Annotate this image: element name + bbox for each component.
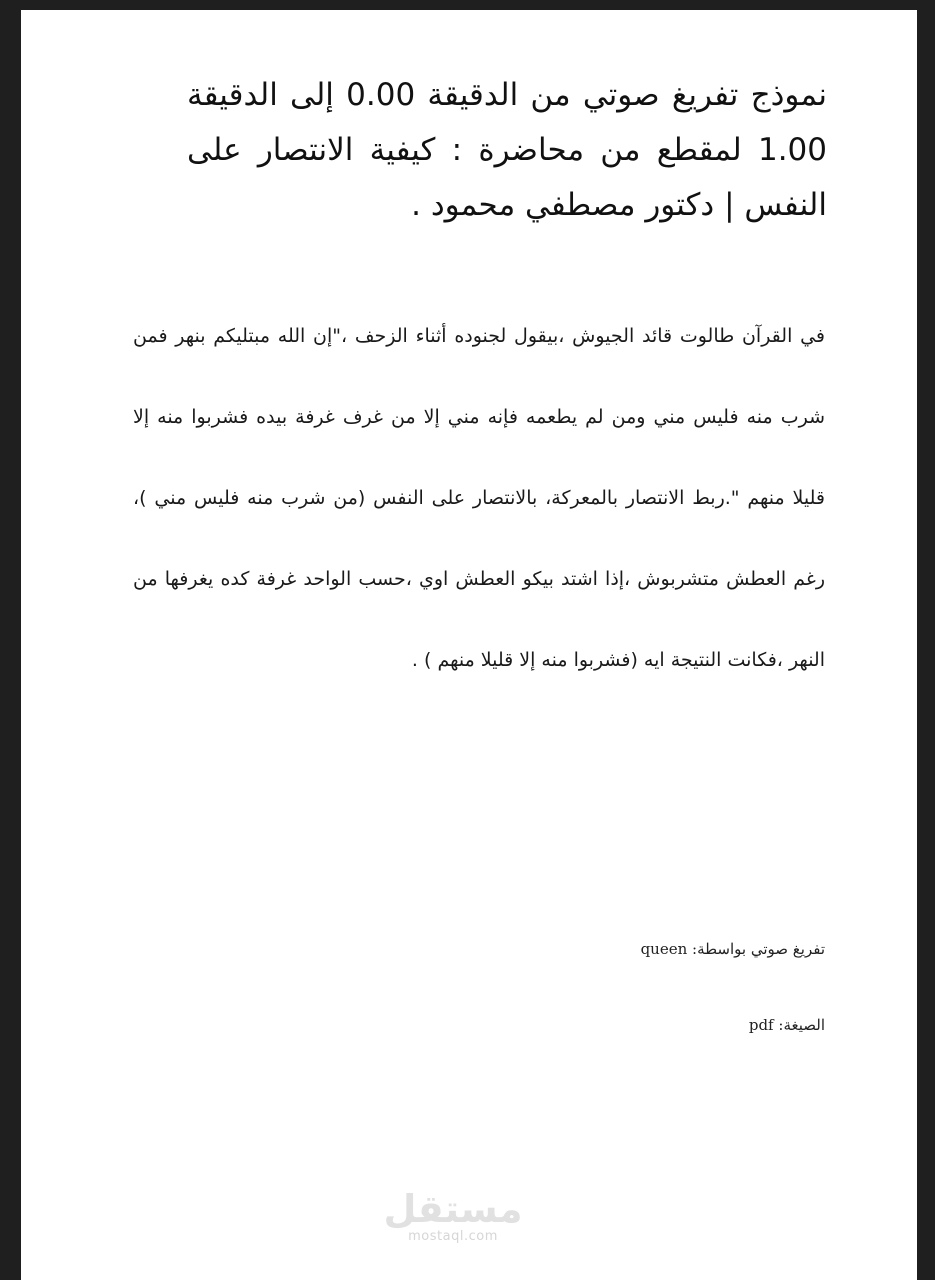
format-label: الصيغة:: [778, 1016, 825, 1034]
credit-label: تفريغ صوتي بواسطة:: [692, 940, 825, 958]
mostaql-watermark: [378, 1188, 528, 1244]
document-body: في القرآن طالوت قائد الجيوش ،بيقول لجنوده أثناء الزحف ،"إن الله مبتليكم بنهر فمن شرب منه فليس مني ومن لم يطعمه فإنه مني إلا من غرف غرفة بيده فشربوا منه إلا قليلا منهم ".ربط الانتصار بالمعركة، بالانتصار على النفس (من شرب منه فليس مني )، رغم العطش متشربوش ،إذا اشتد بيكو العطش اوي ،حسب الواحد غرفة كده يغرفها من النهر ،فكانت النتيجة ايه (فشربوا منه إلا قليلا منهم ) .: [133, 325, 825, 671]
watermark-logo-text: مستقل: [383, 1187, 523, 1231]
credit-value: queen: [640, 940, 688, 958]
format-line: [749, 1016, 825, 1034]
watermark-url: mostaql.com: [408, 1229, 498, 1244]
document-title: نموذج تفريغ صوتي من الدقيقة 0.00 إلى الدقيقة 1.00 لمقطع من محاضرة : كيفية الانتصار على النفس | دكتور مصطفي محمود .: [187, 77, 827, 223]
format-value: pdf: [748, 1016, 774, 1034]
credit-line: [641, 940, 825, 958]
document-page: [21, 10, 917, 1280]
